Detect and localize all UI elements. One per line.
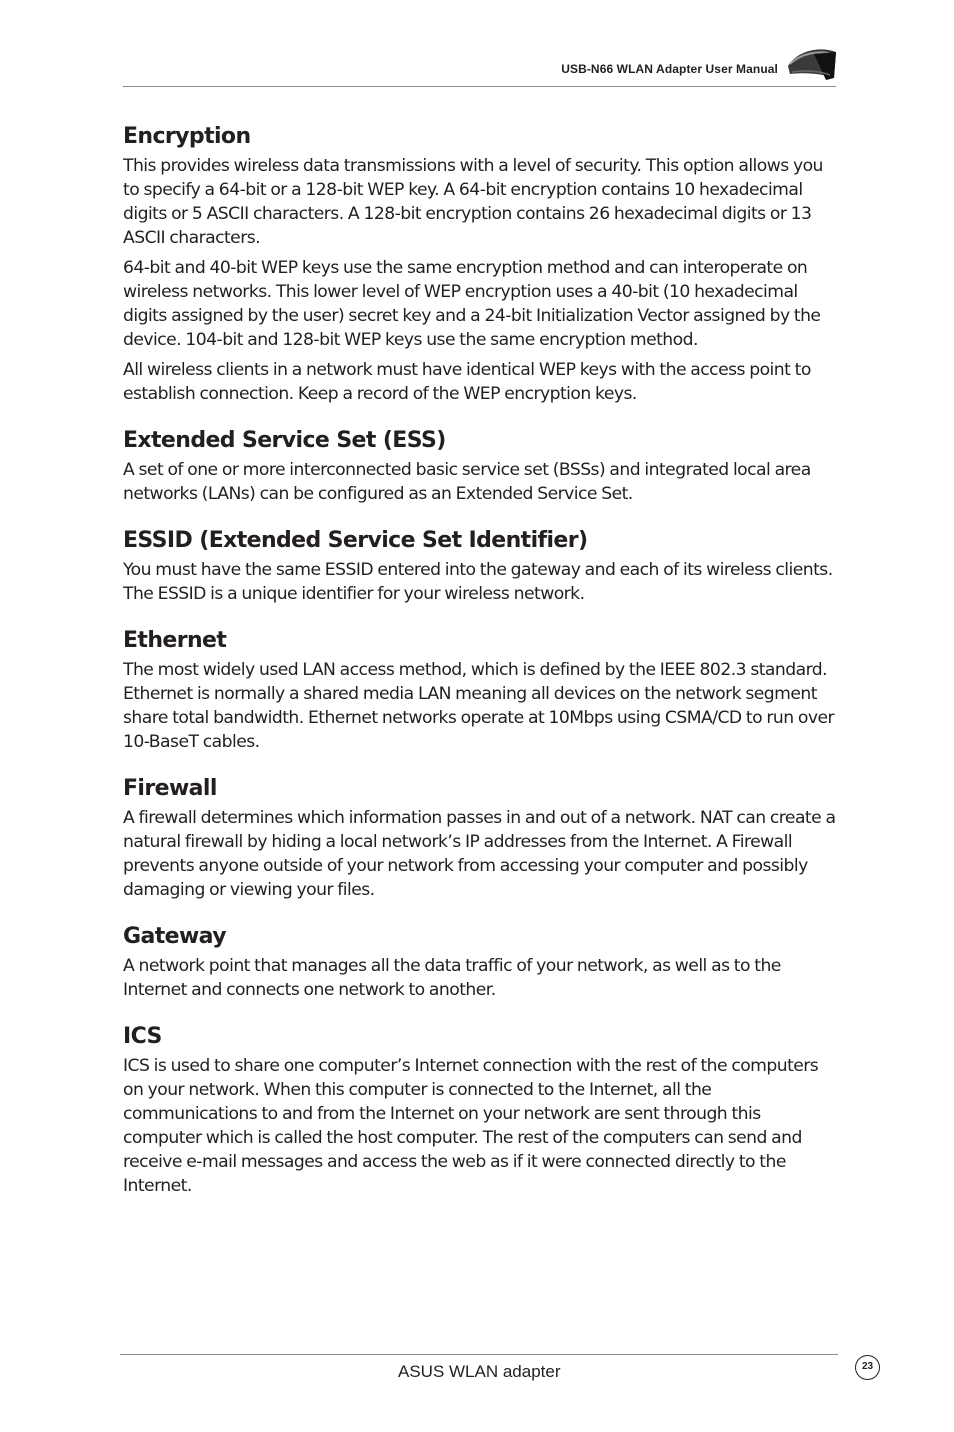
section-heading: Ethernet (123, 628, 227, 653)
running-footer-title: ASUS WLAN adapter (398, 1362, 561, 1381)
section-heading: ICS (123, 1024, 162, 1049)
header-divider (123, 86, 836, 87)
section-encryption (123, 120, 839, 406)
page-number-badge: 23 (855, 1355, 880, 1380)
section-heading: Gateway (123, 924, 226, 949)
section-essid (123, 524, 839, 606)
section-paragraph: 64-bit and 40-bit WEP keys use the same encryption method and can interoperate on wireless networks. This lower level of WEP encryption uses a 40-bit (10 hexadecimal digits assigned by the user) secret key and a 24-bit Initialization Vector assigned by the device. 104-bit and 128-bit WEP keys use the same encryption method. (123, 258, 821, 350)
section-paragraph: ICS is used to share one computer’s Internet connection with the rest of the computers on your network. When this computer is connected to the Internet, all the communications to and from the Internet on your network are sent through this computer which is called the host computer. The rest of the computers can send and receive e-mail messages and access the web as if it were connected directly to the Internet. (123, 1056, 819, 1196)
section-ethernet (123, 624, 839, 754)
document-body (123, 120, 839, 1216)
section-heading: ESSID (Extended Service Set Identifier) (123, 528, 588, 553)
section-heading: Firewall (123, 776, 217, 801)
section-firewall (123, 772, 839, 902)
footer-divider (120, 1354, 838, 1355)
section-paragraph: You must have the same ESSID entered into the gateway and each of its wireless clients. The ESSID is a unique identifier for your wireless network. (123, 560, 833, 604)
section-heading: Extended Service Set (ESS) (123, 428, 446, 453)
section-gateway (123, 920, 839, 1002)
section-paragraph: This provides wireless data transmissions with a level of security. This option allows you to specify a 64-bit or a 128-bit WEP key. A 64-bit encryption contains 10 hexadecimal digits or 5 ASCII characters. A 128-bit encryption contains 26 hexadecimal digits or 13 ASCII characters. (123, 156, 823, 248)
section-ess (123, 424, 839, 506)
section-paragraph: A firewall determines which information passes in and out of a network. NAT can create a natural firewall by hiding a local network’s IP addresses from the Internet. A Firewall prevents anyone outside of your network from accessing your computer and possibly damaging or viewing your files. (123, 808, 836, 900)
section-heading: Encryption (123, 124, 251, 149)
router-device-icon (784, 44, 840, 84)
section-ics (123, 1020, 839, 1198)
section-paragraph: A set of one or more interconnected basic service set (BSSs) and integrated local area networks (LANs) can be configured as an Extended Service Set. (123, 460, 811, 504)
section-paragraph: A network point that manages all the data traffic of your network, as well as to the Internet and connects one network to another. (123, 956, 781, 1000)
section-paragraph: The most widely used LAN access method, which is defined by the IEEE 802.3 standard. Ethernet is normally a shared media LAN meaning all devices on the network segment share total bandwidth. Ethernet networks operate at 10Mbps using CSMA/CD to run over 10-BaseT cables. (123, 660, 835, 752)
section-paragraph: All wireless clients in a network must have identical WEP keys with the access point to establish connection. Keep a record of the WEP encryption keys. (123, 360, 811, 404)
running-header-title: USB-N66 WLAN Adapter User Manual (561, 62, 778, 76)
